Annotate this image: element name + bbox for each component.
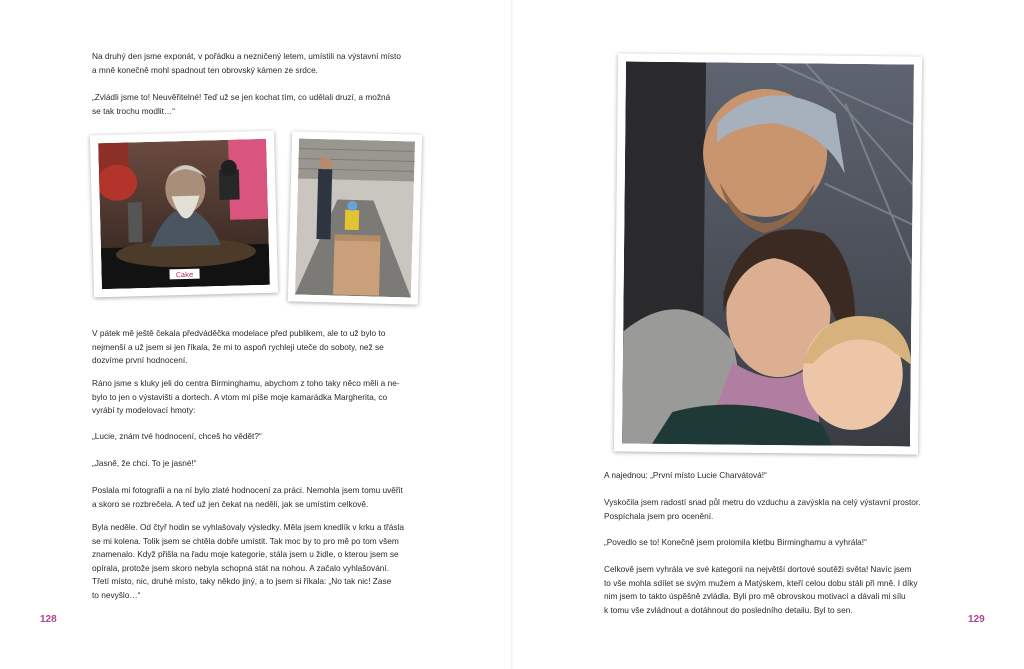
page-number: 129 <box>968 614 985 625</box>
paragraph: „Povedlo se to! Konečně jsem prolomila kletbu Birminghamu a vyhrála!“ <box>604 537 867 547</box>
right-page <box>512 0 1024 669</box>
family-selfie-image <box>622 62 914 447</box>
paragraph: Byla neděle. Od čtyř hodin se vyhlašovaly výsledky. Měla jsem knedlík v krku a třásla se mi kolena. Tolik jsem se chtěla dobře umístit. Tak moc by to pro mě po tom všem znamenalo. Když přišla na řadu moje kategorie, stála jsem u židle, o kterou jsem se opírala, protože jsem skoro nebyla schopná stát na nohou. A začalo vyhlašování. Třetí místo, nic, druhé místo, taky někdo jiný, a to jsem si říkala: „No tak nic! Zase to nevyšlo…“ <box>92 522 405 600</box>
paragraph: A najednou: „První místo Lucie Charvátová!“ <box>604 470 767 480</box>
photo-wizard-cake <box>90 131 278 298</box>
paragraph: Vyskočila jsem radostí snad půl metru do vzduchu a zavýskla na celý výstavní prostor. Pospíchala jsem pro ocenění. <box>604 497 921 521</box>
photo-airport <box>288 131 422 304</box>
paragraph: Na druhý den jsme exponát, v pořádku a nezničený letem, umístili na výstavní místo a mně konečně mohl spadnout ten obrovský kámen ze srdce. <box>92 51 401 75</box>
paragraph: Ráno jsme s kluky jeli do centra Birminghamu, abychom z toho taky něco měli a ne- bylo to jen o výstavišti a dortech. A vtom mi píše moje kamarádka Margherita, co vyrábí ty modelovací hmoty: <box>92 378 400 416</box>
photo-family-selfie <box>614 53 922 454</box>
paragraph: Celkově jsem vyhrála ve své kategorii na největší dortové soutěži světa! Navíc jsem to vše mohla sdílet se svým mužem a Matýskem, kteří celou dobu stáli při mně. I díky nim jsem to takto úspěšně zvládla. Byli pro mě obrovskou motivací a dávali mi sílu k tomu vše zvládnout a dotáhnout do posledního detailu. Byl to sen. <box>604 564 918 615</box>
paragraph: Poslala mi fotografii a na ní bylo zlaté hodnocení za práci. Nemohla jsem tomu uvěřit a skoro se rozbrečela. A teď už jen čekat na neděli, jak se umístím celkově. <box>92 485 403 509</box>
page-number: 128 <box>40 614 57 625</box>
airport-image <box>295 139 415 298</box>
paragraph: „Lucie, znám tvé hodnocení, chceš ho vědět?“ <box>92 431 262 441</box>
paragraph: V pátek mě ještě čekala předváděčka modelace před publikem, ale to už bylo to nejmenší a už jsem si jen říkala, že mi to aspoň rychleji uteče do soboty, než se dozvíme první hodnocení. <box>92 328 386 366</box>
wizard-cake-image <box>98 139 270 289</box>
cake-sign: Cake <box>175 270 194 280</box>
paragraph: „Zvládli jsme to! Neuvěřitelné! Teď už se jen kochat tím, co udělali druzí, a možná se tak trochu modlit…“ <box>92 92 391 116</box>
paragraph: „Jasně, že chci. To je jasné!“ <box>92 458 197 468</box>
